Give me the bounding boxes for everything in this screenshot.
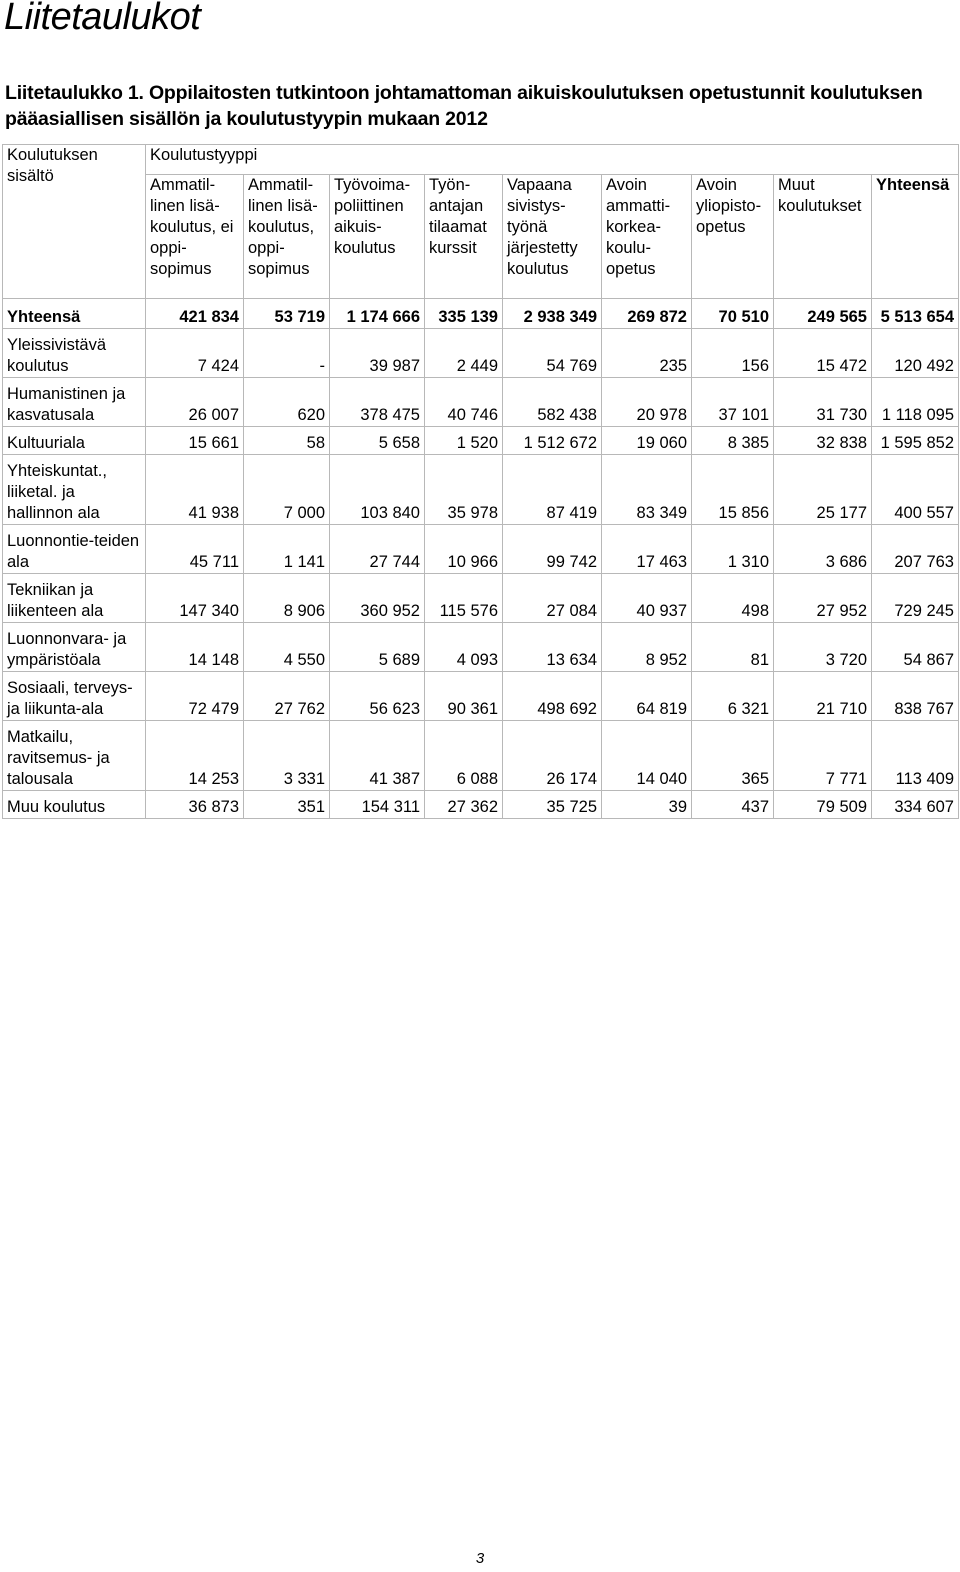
- table-cell: 3 331: [244, 721, 330, 791]
- table-cell: 54 769: [503, 329, 602, 378]
- table-row: [3, 721, 959, 791]
- row-label: Tekniikan ja liikenteen ala: [3, 574, 146, 623]
- table-cell: 235: [602, 329, 692, 378]
- table-cell: -: [244, 329, 330, 378]
- row-label: Luonnonvara- ja ympäristöala: [3, 623, 146, 672]
- table-cell: 39: [602, 791, 692, 819]
- table-cell: 54 867: [872, 623, 959, 672]
- table-cell: 5 689: [330, 623, 425, 672]
- table-row: [3, 574, 959, 623]
- row-label: Humanistinen ja kasvatusala: [3, 378, 146, 427]
- table-cell: 70 510: [692, 299, 774, 329]
- table-cell: 1 174 666: [330, 299, 425, 329]
- column-header: Ammatil-linen lisä-koulutus, oppi-sopimus: [244, 175, 330, 299]
- table-cell: 498: [692, 574, 774, 623]
- table-cell: 26 174: [503, 721, 602, 791]
- table-cell: 838 767: [872, 672, 959, 721]
- table-cell: 41 938: [146, 455, 244, 525]
- column-header: Työn-antajan tilaamat kurssit: [425, 175, 503, 299]
- table-cell: 5 513 654: [872, 299, 959, 329]
- table-cell: 39 987: [330, 329, 425, 378]
- table-cell: 378 475: [330, 378, 425, 427]
- table-cell: 120 492: [872, 329, 959, 378]
- table-cell: 2 938 349: [503, 299, 602, 329]
- table-cell: 1 595 852: [872, 427, 959, 455]
- table-cell: 8 385: [692, 427, 774, 455]
- column-header: Työvoima-poliittinen aikuis-koulutus: [330, 175, 425, 299]
- table-cell: 4 550: [244, 623, 330, 672]
- table-cell: 154 311: [330, 791, 425, 819]
- row-label: Kultuuriala: [3, 427, 146, 455]
- table-cell: 79 509: [774, 791, 872, 819]
- table-cell: 10 966: [425, 525, 503, 574]
- table-cell: 64 819: [602, 672, 692, 721]
- table-cell: 334 607: [872, 791, 959, 819]
- table-row: [3, 672, 959, 721]
- table-cell: 4 093: [425, 623, 503, 672]
- table-cell: 15 661: [146, 427, 244, 455]
- table-cell: 27 744: [330, 525, 425, 574]
- table-cell: 1 118 095: [872, 378, 959, 427]
- table-cell: 41 387: [330, 721, 425, 791]
- table-cell: 26 007: [146, 378, 244, 427]
- table-cell: 31 730: [774, 378, 872, 427]
- table-cell: 6 321: [692, 672, 774, 721]
- table-cell: 27 952: [774, 574, 872, 623]
- table-cell: 19 060: [602, 427, 692, 455]
- table-cell: 8 906: [244, 574, 330, 623]
- column-header: Vapaana sivistys-työnä järjestetty koulutus: [503, 175, 602, 299]
- table-cell: 360 952: [330, 574, 425, 623]
- table-cell: 620: [244, 378, 330, 427]
- table-cell: 156: [692, 329, 774, 378]
- table-cell: 400 557: [872, 455, 959, 525]
- table-cell: 365: [692, 721, 774, 791]
- table-row: [3, 378, 959, 427]
- table-cell: 81: [692, 623, 774, 672]
- table-cell: 1 141: [244, 525, 330, 574]
- table-cell: 437: [692, 791, 774, 819]
- table-cell: 249 565: [774, 299, 872, 329]
- table-cell: 27 362: [425, 791, 503, 819]
- table-cell: 27 762: [244, 672, 330, 721]
- table-cell: 113 409: [872, 721, 959, 791]
- table-cell: 35 725: [503, 791, 602, 819]
- table-cell: 15 856: [692, 455, 774, 525]
- column-header-total: Yhteensä: [872, 175, 959, 299]
- table-row: [3, 427, 959, 455]
- table-cell: 269 872: [602, 299, 692, 329]
- row-label: Luonnontie-teiden ala: [3, 525, 146, 574]
- table-cell: 13 634: [503, 623, 602, 672]
- row-label: Yleissivistävä koulutus: [3, 329, 146, 378]
- table-cell: 40 746: [425, 378, 503, 427]
- table-cell: 3 720: [774, 623, 872, 672]
- table-row-total: [3, 299, 959, 329]
- table-cell: 1 520: [425, 427, 503, 455]
- table-cell: 90 361: [425, 672, 503, 721]
- row-label: Yhteensä: [3, 299, 146, 329]
- row-label: Sosiaali, terveys-ja liikunta-ala: [3, 672, 146, 721]
- table-cell: 20 978: [602, 378, 692, 427]
- table-cell: 582 438: [503, 378, 602, 427]
- table-cell: 53 719: [244, 299, 330, 329]
- table-cell: 17 463: [602, 525, 692, 574]
- table-cell: 103 840: [330, 455, 425, 525]
- table-cell: 421 834: [146, 299, 244, 329]
- table-row: [3, 525, 959, 574]
- table-cell: 5 658: [330, 427, 425, 455]
- table-cell: 351: [244, 791, 330, 819]
- table-cell: 58: [244, 427, 330, 455]
- table-cell: 25 177: [774, 455, 872, 525]
- column-header: Muut koulutukset: [774, 175, 872, 299]
- table-row: [3, 455, 959, 525]
- table-cell: 14 040: [602, 721, 692, 791]
- table-cell: 7 000: [244, 455, 330, 525]
- data-table: [2, 144, 959, 819]
- table-cell: 207 763: [872, 525, 959, 574]
- table-cell: 14 148: [146, 623, 244, 672]
- table-cell: 1 310: [692, 525, 774, 574]
- table-row: [3, 791, 959, 819]
- table-cell: 99 742: [503, 525, 602, 574]
- column-header: Avoin ammatti-korkea-koulu-opetus: [602, 175, 692, 299]
- row-label: Matkailu, ravitsemus- ja talousala: [3, 721, 146, 791]
- page-title: Liitetaulukot: [4, 0, 201, 38]
- column-header: Avoin yliopisto-opetus: [692, 175, 774, 299]
- table-cell: 498 692: [503, 672, 602, 721]
- table-cell: 115 576: [425, 574, 503, 623]
- table-cell: 729 245: [872, 574, 959, 623]
- table-row: [3, 329, 959, 378]
- table-cell: 37 101: [692, 378, 774, 427]
- table-cell: 7 771: [774, 721, 872, 791]
- table-cell: 32 838: [774, 427, 872, 455]
- table-cell: 27 084: [503, 574, 602, 623]
- table-cell: 36 873: [146, 791, 244, 819]
- table-cell: 15 472: [774, 329, 872, 378]
- column-header: Ammatil-linen lisä-koulutus, ei oppi-sopimus: [146, 175, 244, 299]
- table-cell: 35 978: [425, 455, 503, 525]
- page-number: 3: [475, 1550, 485, 1567]
- table-cell: 83 349: [602, 455, 692, 525]
- table-cell: 8 952: [602, 623, 692, 672]
- group-header: Koulutustyyppi: [146, 145, 959, 175]
- row-label: Yhteiskuntat., liiketal. ja hallinnon ala: [3, 455, 146, 525]
- table-cell: 6 088: [425, 721, 503, 791]
- table-row: [3, 623, 959, 672]
- table-cell: 7 424: [146, 329, 244, 378]
- table-cell: 56 623: [330, 672, 425, 721]
- corner-header: Koulutuksen sisältö: [3, 145, 146, 299]
- table-cell: 3 686: [774, 525, 872, 574]
- table-cell: 72 479: [146, 672, 244, 721]
- table-cell: 335 139: [425, 299, 503, 329]
- table-cell: 45 711: [146, 525, 244, 574]
- table-cell: 40 937: [602, 574, 692, 623]
- table-cell: 147 340: [146, 574, 244, 623]
- table-cell: 21 710: [774, 672, 872, 721]
- table-cell: 87 419: [503, 455, 602, 525]
- table-cell: 14 253: [146, 721, 244, 791]
- row-label: Muu koulutus: [3, 791, 146, 819]
- table-cell: 2 449: [425, 329, 503, 378]
- table-title: Liitetaulukko 1. Oppilaitosten tutkintoon johtamattoman aikuiskoulutuksen opetustunnit koulutuksen pääasiallisen sisällön ja koulutustyypin mukaan 2012: [5, 82, 923, 130]
- table-cell: 1 512 672: [503, 427, 602, 455]
